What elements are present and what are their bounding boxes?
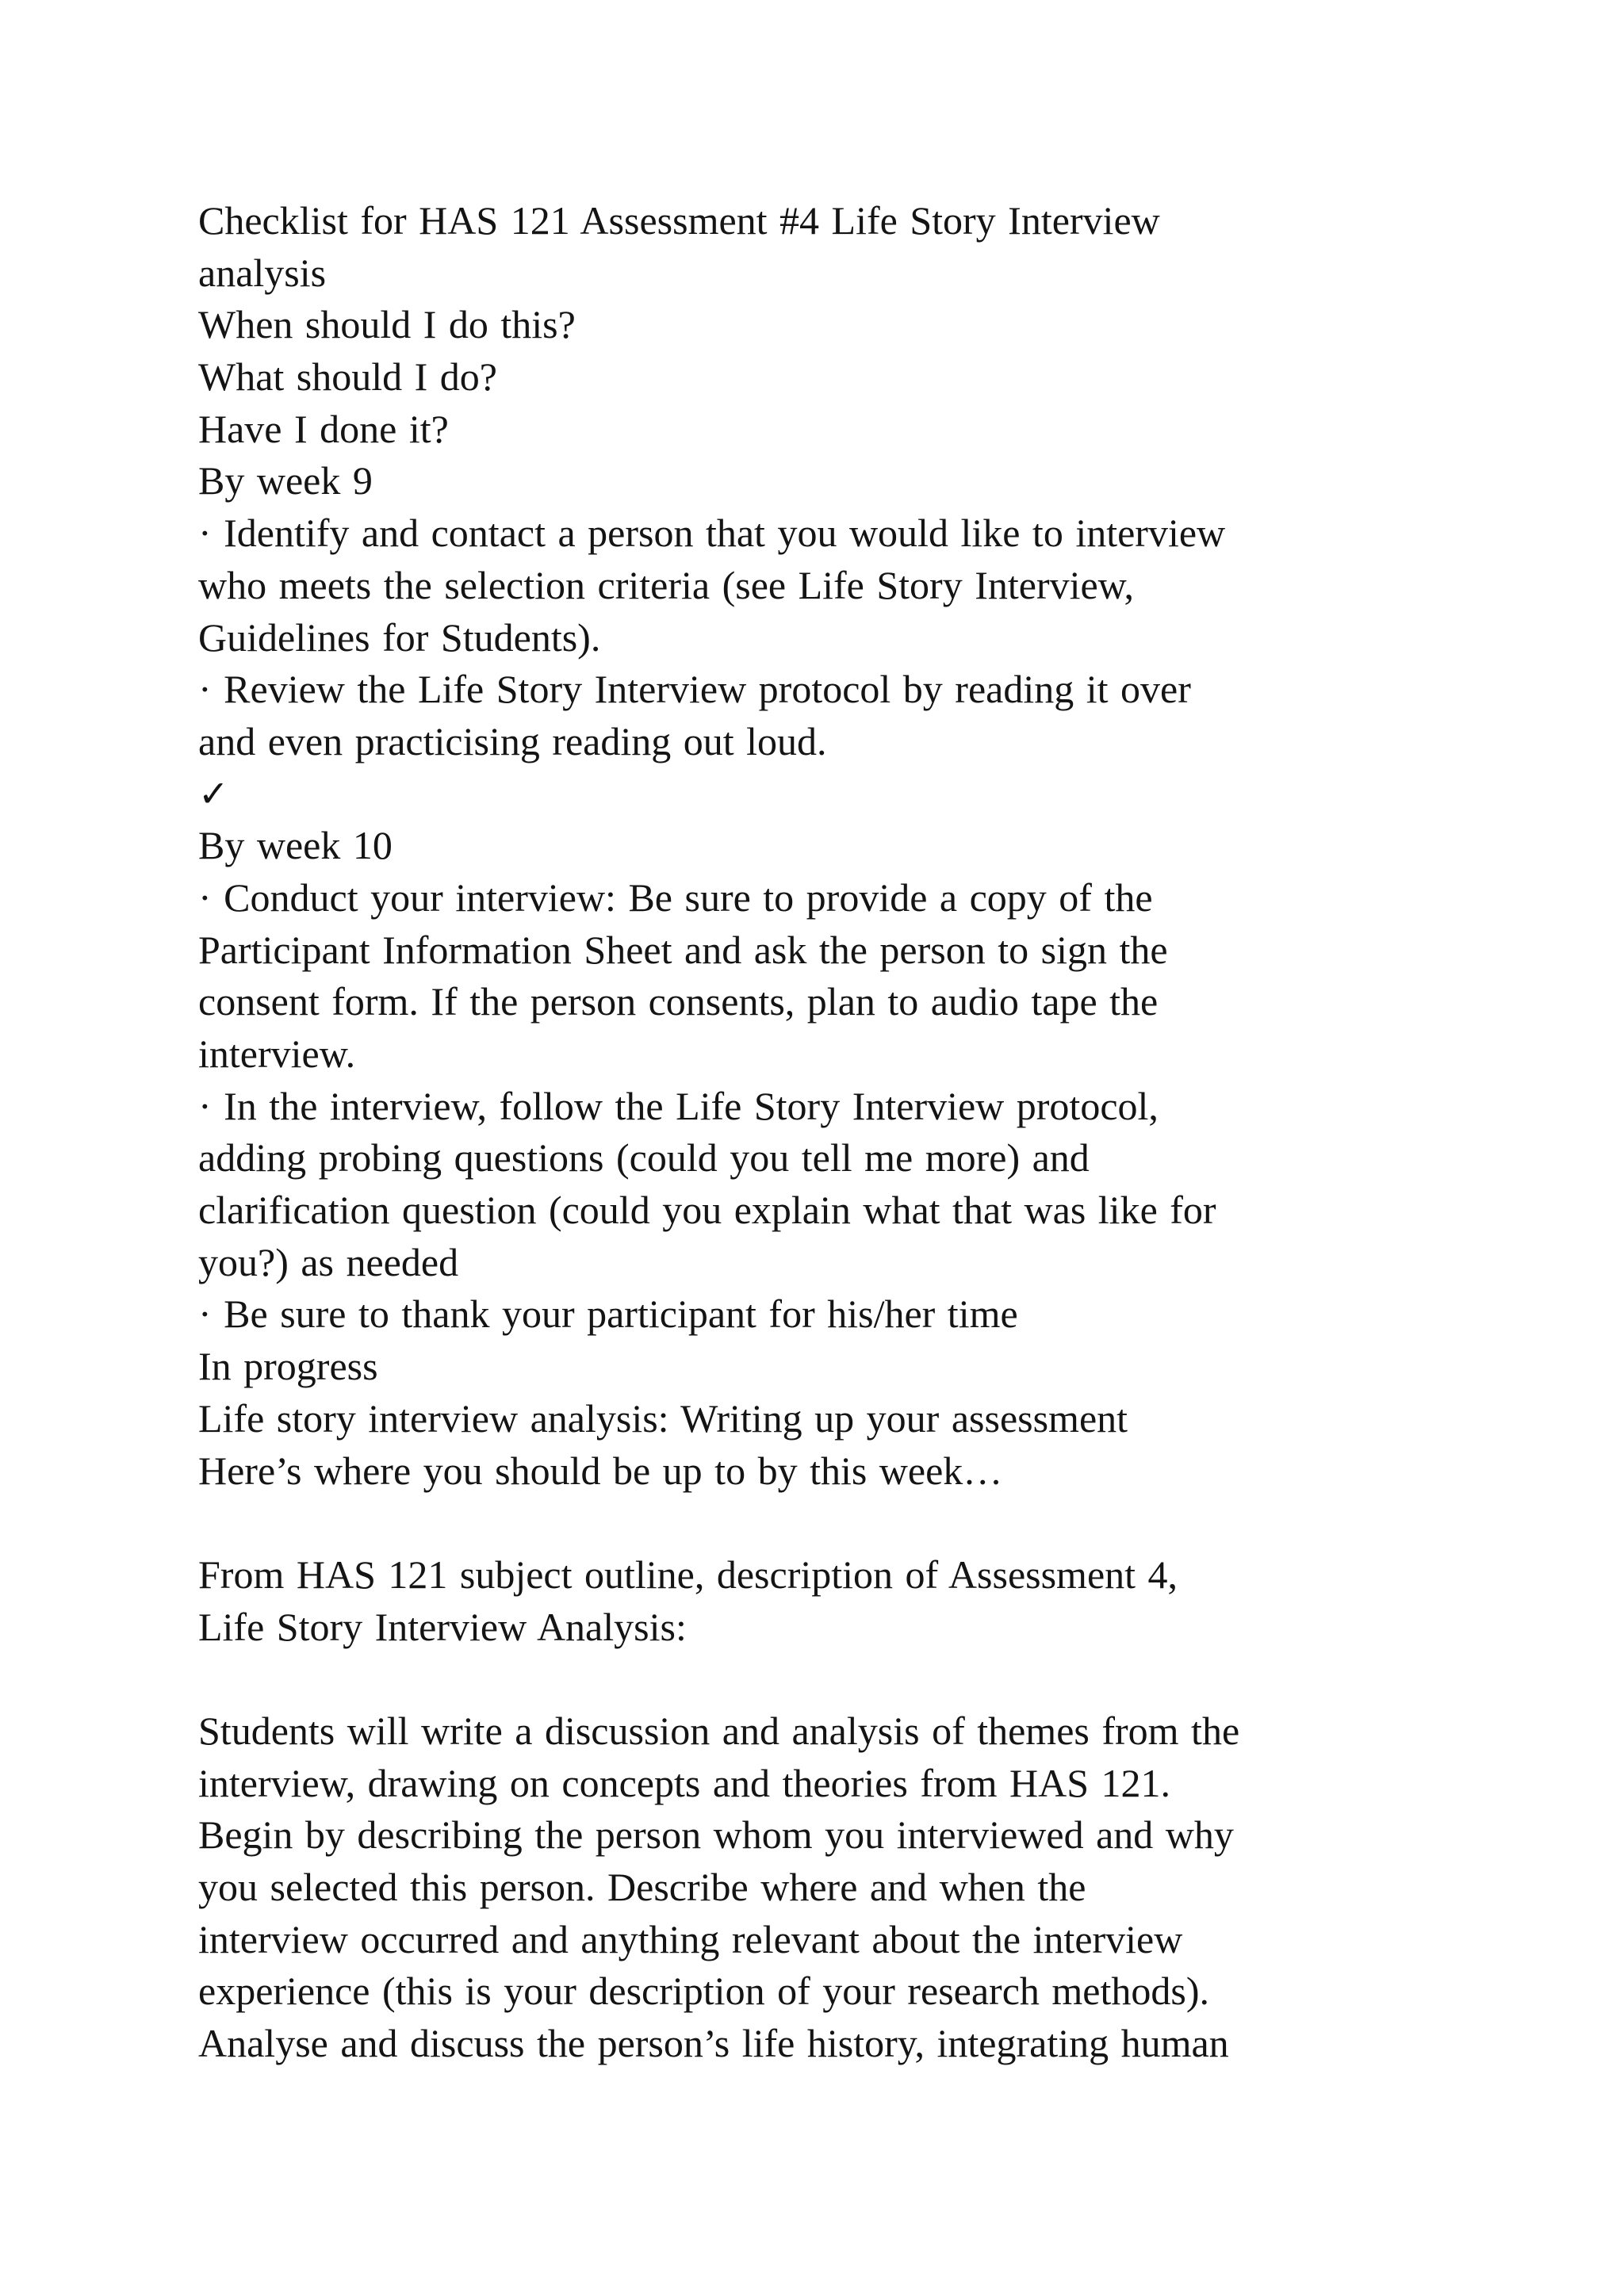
column-header-what: What should I do? xyxy=(198,354,497,400)
paragraph-line: Analyse and discuss the person’s life history, integrating human xyxy=(198,2021,1229,2066)
paragraph-line: interview occurred and anything relevant about the interview xyxy=(198,1916,1183,1961)
paragraph-line: interview, drawing on concepts and theories from HAS 121. xyxy=(198,1760,1171,1805)
document-page xyxy=(198,195,1435,2070)
status-in-progress: In progress xyxy=(198,1344,378,1389)
week-9-label: By week 9 xyxy=(198,458,373,503)
week-9-task-line: · Identify and contact a person that you would like to interview xyxy=(198,511,1226,556)
paragraph-line: experience (this is your description of your research methods). xyxy=(198,1969,1209,2014)
outline-intro-line: Life Story Interview Analysis: xyxy=(198,1604,687,1649)
week-10-task-line: · Be sure to thank your participant for his/her time xyxy=(198,1292,1018,1337)
week-10-task-line: consent form. If the person consents, plan to audio tape the xyxy=(198,979,1159,1024)
paragraph-line: Begin by describing the person whom you interviewed and why xyxy=(198,1812,1234,1858)
checkmark-icon: ✓ xyxy=(198,771,229,815)
blank-line xyxy=(198,1653,1435,1705)
week-9-task-line: · Review the Life Story Interview protocol by reading it over xyxy=(198,667,1191,712)
week-10-task-line: · In the interview, follow the Life Story Interview protocol, xyxy=(198,1083,1159,1128)
week-10-task-line: Participant Information Sheet and ask the person to sign the xyxy=(198,927,1168,972)
section-heading: Life story interview analysis: Writing up your assessment xyxy=(198,1395,1128,1441)
document-title-line-2: analysis xyxy=(198,250,327,295)
document-title-line-1: Checklist for HAS 121 Assessment #4 Life Story Interview xyxy=(198,198,1160,243)
column-header-when: When should I do this? xyxy=(198,302,576,347)
week-10-task-line: interview. xyxy=(198,1031,356,1076)
week-10-task-line: · Conduct your interview: Be sure to provide a copy of the xyxy=(198,874,1153,920)
column-header-done: Have I done it? xyxy=(198,406,449,451)
week-9-task-line: and even practicising reading out loud. xyxy=(198,718,827,763)
outline-intro-line: From HAS 121 subject outline, description of Assessment 4, xyxy=(198,1552,1178,1597)
week-10-task-line: adding probing questions (could you tell me more) and xyxy=(198,1135,1090,1181)
paragraph-line: Students will write a discussion and analysis of themes from the xyxy=(198,1708,1240,1753)
week-10-label: By week 10 xyxy=(198,823,393,868)
week-9-task-line: who meets the selection criteria (see Life Story Interview, xyxy=(198,562,1135,607)
week-9-task-line: Guidelines for Students). xyxy=(198,614,601,660)
week-10-task-line: clarification question (could you explain what that was like for xyxy=(198,1188,1216,1233)
week-10-task-line: you?) as needed xyxy=(198,1239,459,1284)
blank-line xyxy=(198,1497,1435,1549)
section-subheading: Here’s where you should be up to by this week… xyxy=(198,1448,1003,1493)
paragraph-line: you selected this person. Describe where and when the xyxy=(198,1865,1086,1909)
